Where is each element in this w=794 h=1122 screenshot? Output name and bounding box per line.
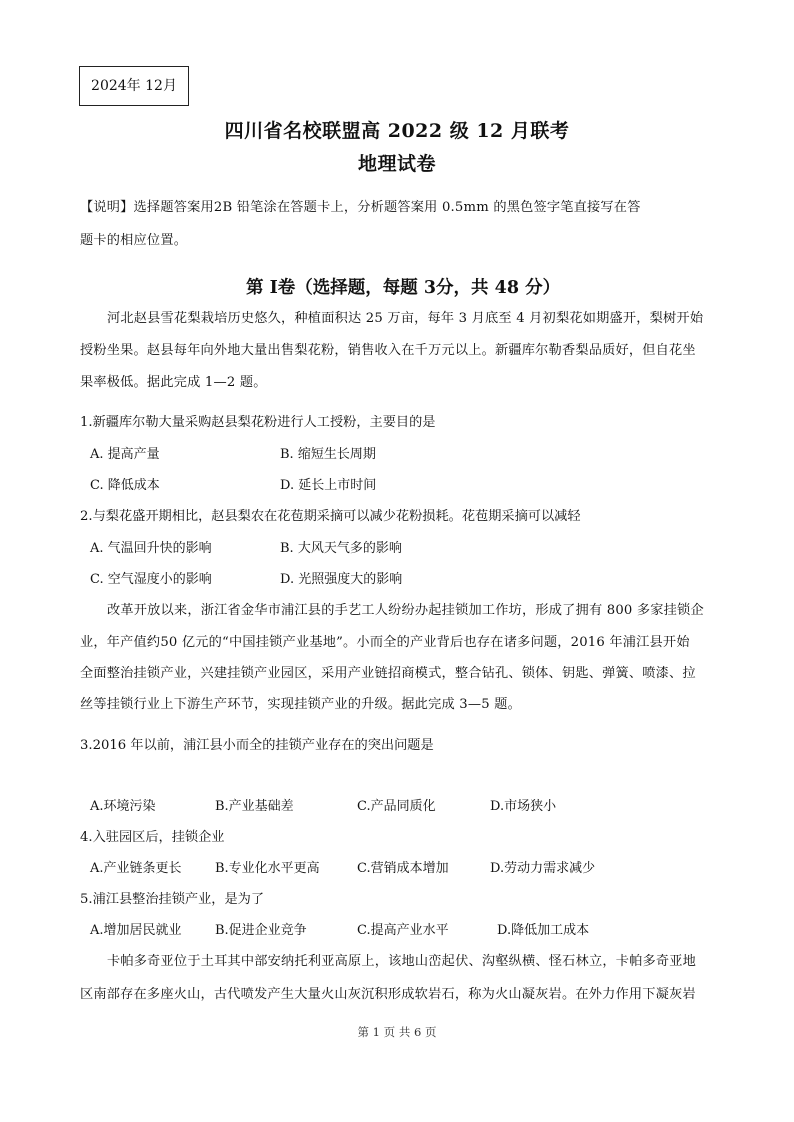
instruction-line-2: 题卡的相应位置。 [80, 233, 188, 248]
question-5-option-d: D.降低加工成本 [497, 923, 590, 938]
passage2-line-2: 业，年产值约50 亿元的“中国挂锁产业基地”。小而全的产业背后也存在诸多问题，2016 年浦江县开始 [80, 635, 690, 650]
date-box: 2024年 12月 [79, 66, 189, 106]
question-3-stem: 3.2016 年以前，浦江县小而全的挂锁产业存在的突出问题是 [80, 738, 434, 753]
question-4-option-d: D.劳动力需求减少 [490, 861, 596, 876]
passage3-line-2: 区南部存在多座火山，古代喷发产生大量火山灰沉积形成软岩石，称为火山凝灰岩。在外力作用下凝灰岩 [80, 987, 696, 1002]
passage2-line-3: 全面整治挂锁产业，兴建挂锁产业园区，采用产业链招商模式，整合钻孔、锁体、钥匙、弹簧、喷漆、拉 [80, 666, 696, 681]
question-2-option-c: C. 空气湿度小的影响 [90, 572, 212, 587]
question-2-option-a: A. 气温回升快的影响 [90, 541, 212, 556]
page-footer: 第 1 页 共 6 页 [357, 1025, 437, 1039]
question-3-option-d: D.市场狭小 [490, 799, 557, 814]
exam-subtitle: 地理试卷 [357, 153, 436, 175]
question-3-option-b: B.产业基础差 [215, 799, 294, 814]
question-5-stem: 5.浦江县整治挂锁产业，是为了 [80, 892, 265, 907]
passage3-line-1: 卡帕多奇亚位于土耳其中部安纳托利亚高原上，该地山峦起伏、沟壑纵横、怪石林立，卡帕多奇亚地 [107, 954, 697, 969]
question-5-option-b: B.促进企业竞争 [215, 923, 307, 938]
passage1-line-3: 果率极低。据此完成 1—2 题。 [80, 375, 267, 390]
question-3-option-a: A.环境污染 [90, 799, 156, 814]
question-4-option-a: A.产业链条更长 [90, 861, 182, 876]
passage1-line-1: 河北赵县雪花梨栽培历史悠久，种植面积达 25 万亩，每年 3 月底至 4 月初梨花如期盛开，梨树开始 [107, 311, 704, 326]
instruction-line-1: 【说明】选择题答案用2B 铅笔涂在答题卡上，分析题答案用 0.5mm 的黑色签字笔直接写在答 [80, 200, 641, 215]
question-2-option-d: D. 光照强度大的影响 [280, 572, 403, 587]
question-1-option-a: A. 提高产量 [90, 447, 160, 462]
question-1-option-d: D. 延长上市时间 [280, 478, 377, 493]
question-1-stem: 1.新疆库尔勒大量采购赵县梨花粉进行人工授粉，主要目的是 [80, 415, 436, 430]
question-1-option-b: B. 缩短生长周期 [280, 447, 376, 462]
question-5-option-a: A.增加居民就业 [90, 923, 182, 938]
passage2-line-4: 丝等挂锁行业上下游生产环节，实现挂锁产业的升级。据此完成 3—5 题。 [80, 697, 521, 712]
passage1-line-2: 授粉坐果。赵县每年向外地大量出售梨花粉，销售收入在千万元以上。新疆库尔勒香梨品质好，但自花坐 [80, 343, 696, 358]
question-1-option-c: C. 降低成本 [90, 478, 160, 493]
question-4-option-c: C.营销成本增加 [357, 861, 449, 876]
question-4-stem: 4.入驻园区后，挂锁企业 [80, 830, 225, 845]
section-title: 第 Ⅰ卷（选择题，每题 3分，共 48 分） [246, 278, 561, 298]
question-2-option-b: B. 大风天气多的影响 [280, 541, 402, 556]
question-2-stem: 2.与梨花盛开期相比，赵县梨农在花苞期采摘可以减少花粉损耗。花苞期采摘可以减轻 [80, 509, 581, 524]
exam-title: 四川省名校联盟高 2022 级 12 月联考 [224, 120, 570, 142]
passage2-line-1: 改革开放以来，浙江省金华市浦江县的手艺工人纷纷办起挂锁加工作坊，形成了拥有 800 多家挂锁企 [107, 603, 704, 618]
question-5-option-c: C.提高产业水平 [357, 923, 449, 938]
question-3-option-c: C.产品同质化 [357, 799, 436, 814]
question-4-option-b: B.专业化水平更高 [215, 861, 320, 876]
